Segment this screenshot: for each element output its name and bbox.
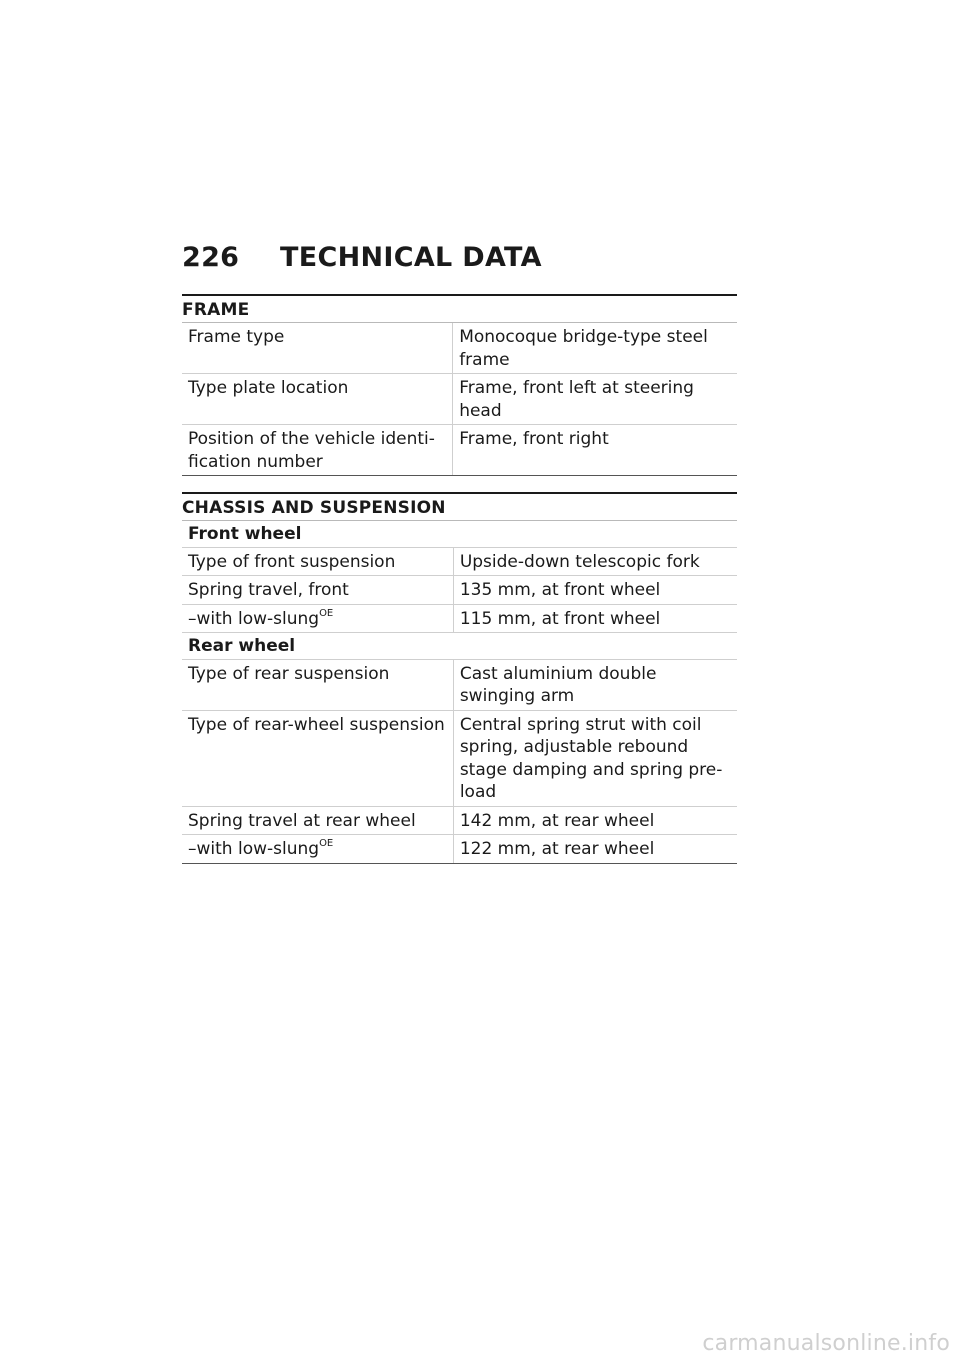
table-row [182, 604, 737, 633]
table-row [182, 576, 737, 605]
rear-wheel-heading-row [182, 633, 737, 660]
frame-section [182, 294, 737, 476]
row-value: Monocoque bridge-type steel frame [453, 323, 737, 374]
row-value: Frame, front left at steering head [453, 374, 737, 425]
row-label: Position of the vehicle identi-fication number [182, 425, 453, 476]
front-wheel-heading: Front wheel [182, 521, 737, 547]
row-label [182, 835, 453, 864]
rear-wheel-heading: Rear wheel [182, 633, 737, 660]
table-row [182, 425, 737, 476]
row-value: Cast aluminium double swinging arm [453, 659, 737, 710]
table-row [182, 374, 737, 425]
row-label: Type plate location [182, 374, 453, 425]
frame-section-title: FRAME [182, 296, 737, 323]
front-wheel-heading-row [182, 521, 737, 547]
main-content [182, 294, 737, 880]
row-value: 122 mm, at rear wheel [453, 835, 737, 864]
oe-superscript: OE [319, 838, 334, 849]
row-label [182, 604, 453, 633]
page-title: TECHNICAL DATA [280, 242, 542, 273]
row-label: Type of rear-wheel suspension [182, 710, 453, 806]
page-number: 226 [182, 242, 240, 273]
table-row [182, 806, 737, 835]
row-label-text: –with low-slung [188, 608, 320, 629]
row-label: Spring travel, front [182, 576, 453, 605]
page-header [182, 242, 542, 273]
row-label-text: –with low-slung [188, 839, 320, 859]
row-value: 115 mm, at front wheel [453, 604, 737, 633]
table-row [182, 323, 737, 374]
row-value: Frame, front right [453, 425, 737, 476]
oe-superscript: OE [319, 607, 334, 619]
watermark: carmanualsonline.info [702, 1331, 950, 1356]
chassis-section [182, 492, 737, 864]
row-label: Type of rear suspension [182, 659, 453, 710]
frame-table [182, 323, 737, 476]
chassis-table [182, 521, 737, 864]
row-value: Central spring strut with coil spring, adjustable rebound stage damping and spring pre-load [453, 710, 737, 806]
row-label: Type of front suspension [182, 547, 453, 576]
row-label: Spring travel at rear wheel [182, 806, 453, 835]
row-value: Upside-down telescopic fork [453, 547, 737, 576]
table-row [182, 659, 737, 710]
row-value: 135 mm, at front wheel [453, 576, 737, 605]
row-value: 142 mm, at rear wheel [453, 806, 737, 835]
table-row [182, 835, 737, 864]
row-label: Frame type [182, 323, 453, 374]
table-row [182, 547, 737, 576]
table-row [182, 710, 737, 806]
chassis-section-title: CHASSIS AND SUSPENSION [182, 494, 737, 521]
